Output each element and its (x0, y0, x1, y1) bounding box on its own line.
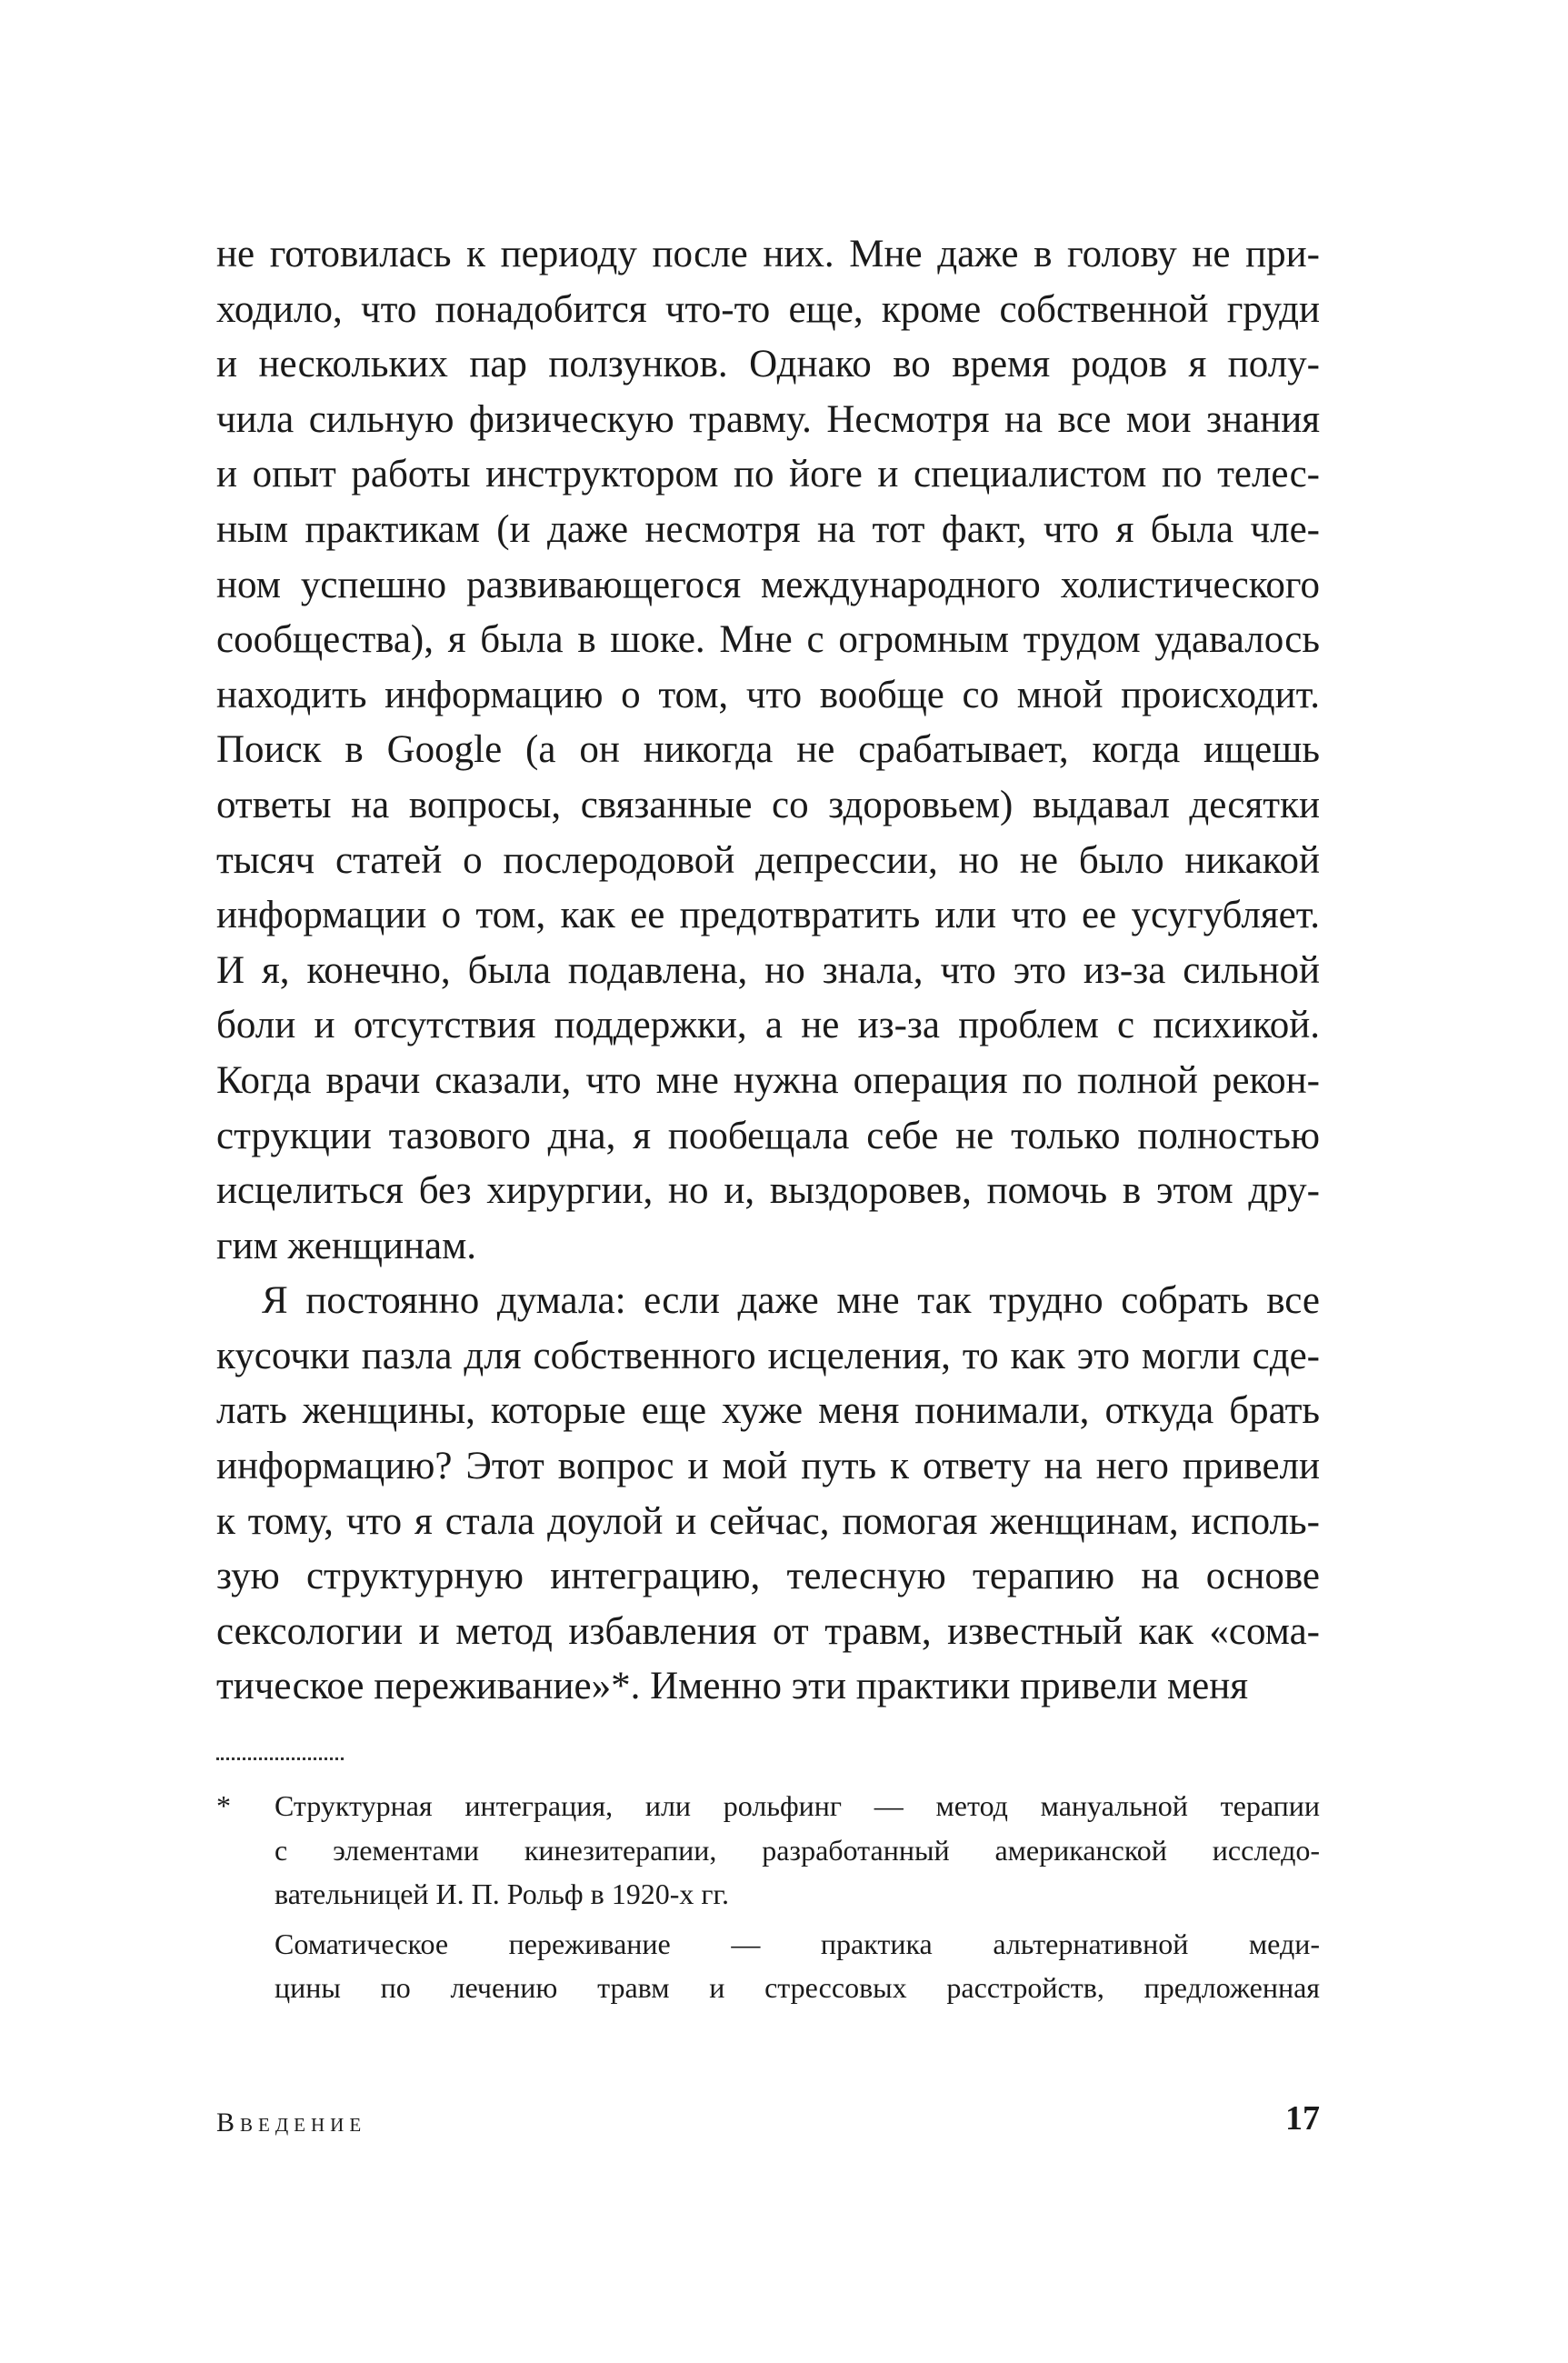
footnote-body (275, 1784, 1320, 2010)
text-line: ном успешно развивающегося международного холистического (216, 563, 1320, 606)
text-line: и нескольких пар ползунков. Однако во время родов я полу- (216, 343, 1320, 386)
text-line: лать женщины, которые еще хуже меня понимали, откуда брать (216, 1389, 1320, 1433)
text-line: ным практикам (и даже несмотря на тот факт, что я была чле- (216, 507, 1320, 551)
text-line: информацию? Этот вопрос и мой путь к ответу на него привели (216, 1445, 1320, 1488)
text-line: струкции тазового дна, я пообещала себе не только полностью (216, 1114, 1320, 1157)
running-head: Введение (216, 2108, 367, 2138)
text-line: ответы на вопросы, связанные со здоровьем) выдавал десятки (216, 783, 1320, 826)
text-line: исцелиться без хирургии, но и, выздоровев, помочь в этом дру- (216, 1169, 1320, 1213)
text-line: и опыт работы инструктором по йоге и специалистом по телес- (216, 453, 1320, 496)
text-line: сообщества), я была в шоке. Мне с огромным трудом удавалось (216, 618, 1320, 662)
text-line: чила сильную физическую травму. Несмотря на все мои знания (216, 397, 1320, 441)
footnote-line: вательницей И. П. Рольф в 1920-х гг. (275, 1877, 730, 1910)
text-line: зую структурную интеграцию, телесную терапию на основе (216, 1555, 1320, 1598)
text-line: гим женщинам. (216, 1224, 477, 1267)
footnote-line: с элементами кинезитерапии, разработанный американской исследо- (275, 1833, 1320, 1867)
footnote-separator (216, 1757, 344, 1760)
text-line: боли и отсутствия поддержки, а не из-за проблем с психикой. (216, 1004, 1320, 1047)
text-line: Когда врачи сказали, что мне нужна операция по полной рекон- (216, 1058, 1320, 1102)
text-line: тическое переживание»*. Именно эти практики привели меня (216, 1665, 1249, 1708)
text-line: И я, конечно, была подавлена, но знала, что это из-за сильной (216, 948, 1320, 992)
text-line: кусочки пазла для собственного исцеления, то как это могли сде- (216, 1334, 1320, 1377)
main-text (216, 227, 1320, 1715)
footnote-line: Соматическое переживание — практика альтернативной меди- (275, 1927, 1320, 1960)
text-line: Я постоянно думала: если даже мне так трудно собрать все (262, 1279, 1320, 1323)
text-line: не готовилась к периоду после них. Мне даже в голову не при- (216, 233, 1320, 275)
text-line: Поиск в Google (а он никогда не срабатывает, когда ищешь (216, 728, 1320, 772)
text-line: информации о том, как ее предотвратить или что ее усугубляет. (216, 894, 1320, 937)
footnote-marker: * (216, 1789, 231, 1822)
text-line: находить информацию о том, что вообще со мной происходит. (216, 673, 1320, 716)
footnote-line: Структурная интеграция, или рольфинг — метод мануальной терапии (275, 1789, 1320, 1822)
page-number: 17 (1285, 2099, 1320, 2138)
text-line: сексологии и метод избавления от травм, известный как «сома- (216, 1609, 1320, 1653)
text-line: тысяч статей о послеродовой депрессии, но не было никакой (216, 838, 1320, 882)
footnote-line: цины по лечению травм и стрессовых расстройств, предложенная (275, 1971, 1320, 2004)
text-line: ходило, что понадобится что-то еще, кроме собственной груди (216, 287, 1320, 331)
text-line: к тому, что я стала доулой и сейчас, помогая женщинам, исполь- (216, 1499, 1320, 1543)
